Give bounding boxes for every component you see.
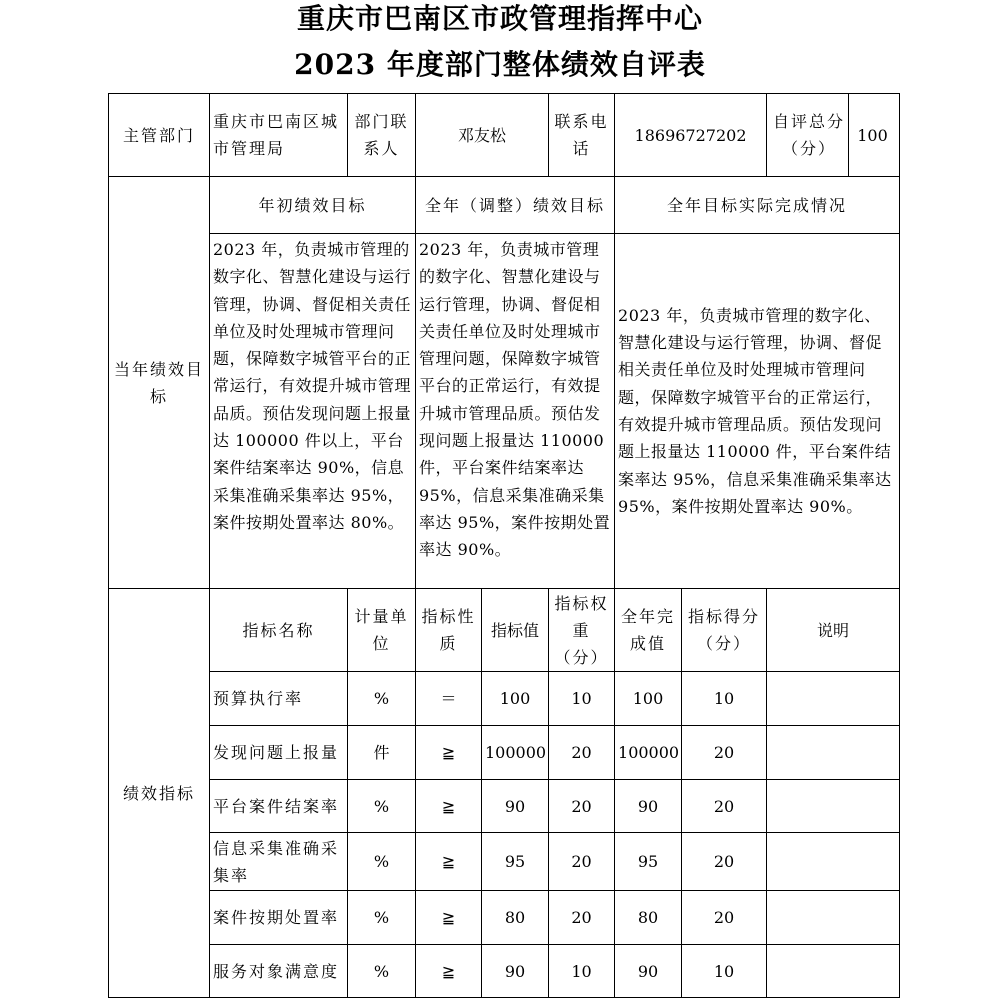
indicator-nature: ≧: [416, 726, 482, 780]
indicator-unit: %: [348, 945, 416, 998]
actual-completion-text: 2023 年，负责城市管理的数字化、智慧化建设与运行管理，协调、督促相关责任单位及时处理城市管理问题，保障数字城管平台的正常运行，有效提升城市管理品质。预估发现问题上报量达 110000 件，平台案件结案率达 95%，信息采集准确采集率达 95%，案件按期处置率达 90%。: [615, 234, 900, 589]
indicator-note: [767, 833, 900, 891]
col-adjusted-goal: 全年（调整）绩效目标: [416, 177, 615, 234]
contact-label: 部门联系人: [348, 94, 416, 177]
indicator-unit: %: [348, 672, 416, 726]
col-score: 指标得分（分）: [682, 589, 767, 672]
contact-value: 邓友松: [416, 94, 549, 177]
indicator-score: 10: [682, 945, 767, 998]
indicator-name: 发现问题上报量: [210, 726, 348, 780]
indicator-target: 95: [482, 833, 549, 891]
indicator-note: [767, 891, 900, 945]
indicator-score: 20: [682, 891, 767, 945]
indicator-note: [767, 672, 900, 726]
table-row: [109, 726, 900, 780]
indicator-weight: 20: [549, 891, 615, 945]
col-unit: 计量单位: [348, 589, 416, 672]
score-label: 自评总分（分）: [770, 94, 849, 176]
indicator-weight: 10: [549, 945, 615, 998]
indicator-score: 20: [682, 780, 767, 833]
indicator-target: 100000: [482, 726, 549, 780]
col-note: 说明: [767, 589, 900, 672]
indicator-nature: ≧: [416, 891, 482, 945]
page-title: 重庆市巴南区市政管理指挥中心: [296, 2, 703, 35]
col-initial-goal: 年初绩效目标: [210, 177, 416, 234]
evaluation-table: [108, 93, 900, 998]
indicator-weight: 20: [549, 833, 615, 891]
dept-value: 重庆市巴南区城市管理局: [210, 94, 348, 177]
indicator-weight: 10: [549, 672, 615, 726]
table-row: [109, 672, 900, 726]
indicator-target: 90: [482, 780, 549, 833]
phone-label: 联系电话: [549, 94, 615, 177]
indicator-score: 20: [682, 833, 767, 891]
indicator-actual: 90: [615, 780, 682, 833]
col-target: 指标值: [482, 589, 549, 672]
indicator-name: 平台案件结案率: [210, 780, 348, 833]
indicator-unit: %: [348, 891, 416, 945]
indicator-actual: 90: [615, 945, 682, 998]
indicator-weight: 20: [549, 780, 615, 833]
goals-header-row: [109, 177, 900, 234]
indicator-name: 案件按期处置率: [210, 891, 348, 945]
indicator-nature: ≧: [416, 780, 482, 833]
indicator-name: 信息采集准确采集率: [210, 833, 348, 891]
dept-label: 主管部门: [109, 94, 210, 177]
col-actual: 全年完成值: [615, 589, 682, 672]
goals-text-row: [109, 234, 900, 589]
indicator-target: 100: [482, 672, 549, 726]
phone-value: 18696727202: [615, 94, 767, 177]
goals-section-label: 当年绩效目标: [109, 177, 210, 589]
indicator-actual: 80: [615, 891, 682, 945]
indicator-nature: ≧: [416, 945, 482, 998]
col-indicator-name: 指标名称: [210, 589, 348, 672]
col-nature: 指标性质: [416, 589, 482, 672]
indicator-actual: 100: [615, 672, 682, 726]
indicator-note: [767, 726, 900, 780]
indicator-name: 预算执行率: [210, 672, 348, 726]
indicator-weight: 20: [549, 726, 615, 780]
indicator-note: [767, 780, 900, 833]
indicator-nature: ≧: [416, 833, 482, 891]
indicator-nature: ＝: [416, 672, 482, 726]
table-row: [109, 891, 900, 945]
indicator-unit: 件: [348, 726, 416, 780]
score-value: 100: [857, 125, 888, 145]
page-subtitle: 2023 年度部门整体绩效自评表: [294, 48, 706, 81]
adjusted-goal-text: 2023 年，负责城市管理的数字化、智慧化建设与运行管理，协调、督促相关责任单位及时处理城市管理问题，保障数字城管平台的正常运行，有效提升城市管理品质。预估发现问题上报量达 110000 件，平台案件结案率达 95%，信息采集准确采集率达 95%，案件按期处置率达 90%。: [416, 234, 615, 589]
header-row: [109, 94, 900, 177]
indicator-score: 20: [682, 726, 767, 780]
indicator-target: 80: [482, 891, 549, 945]
indicator-target: 90: [482, 945, 549, 998]
indicator-unit: %: [348, 780, 416, 833]
indicators-section-label: 绩效指标: [109, 589, 210, 998]
table-row: [109, 945, 900, 998]
indicator-actual: 100000: [615, 726, 682, 780]
indicator-actual: 95: [615, 833, 682, 891]
col-actual-completion: 全年目标实际完成情况: [615, 177, 900, 234]
indicators-header-row: [109, 589, 900, 672]
indicator-note: [767, 945, 900, 998]
initial-goal-text: 2023 年，负责城市管理的数字化、智慧化建设与运行管理，协调、督促相关责任单位及时处理城市管理问题，保障数字城管平台的正常运行，有效提升城市管理品质。预估发现问题上报量达 100000 件以上，平台案件结案率达 90%，信息采集准确采集率达 95%，案件按期处置率达 80%。: [210, 234, 416, 589]
table-row: [109, 833, 900, 891]
indicator-name: 服务对象满意度: [210, 945, 348, 998]
indicator-score: 10: [682, 672, 767, 726]
table-row: [109, 780, 900, 833]
indicator-unit: %: [348, 833, 416, 891]
col-weight: 指标权重（分）: [549, 589, 615, 672]
score-cell: [767, 94, 900, 177]
